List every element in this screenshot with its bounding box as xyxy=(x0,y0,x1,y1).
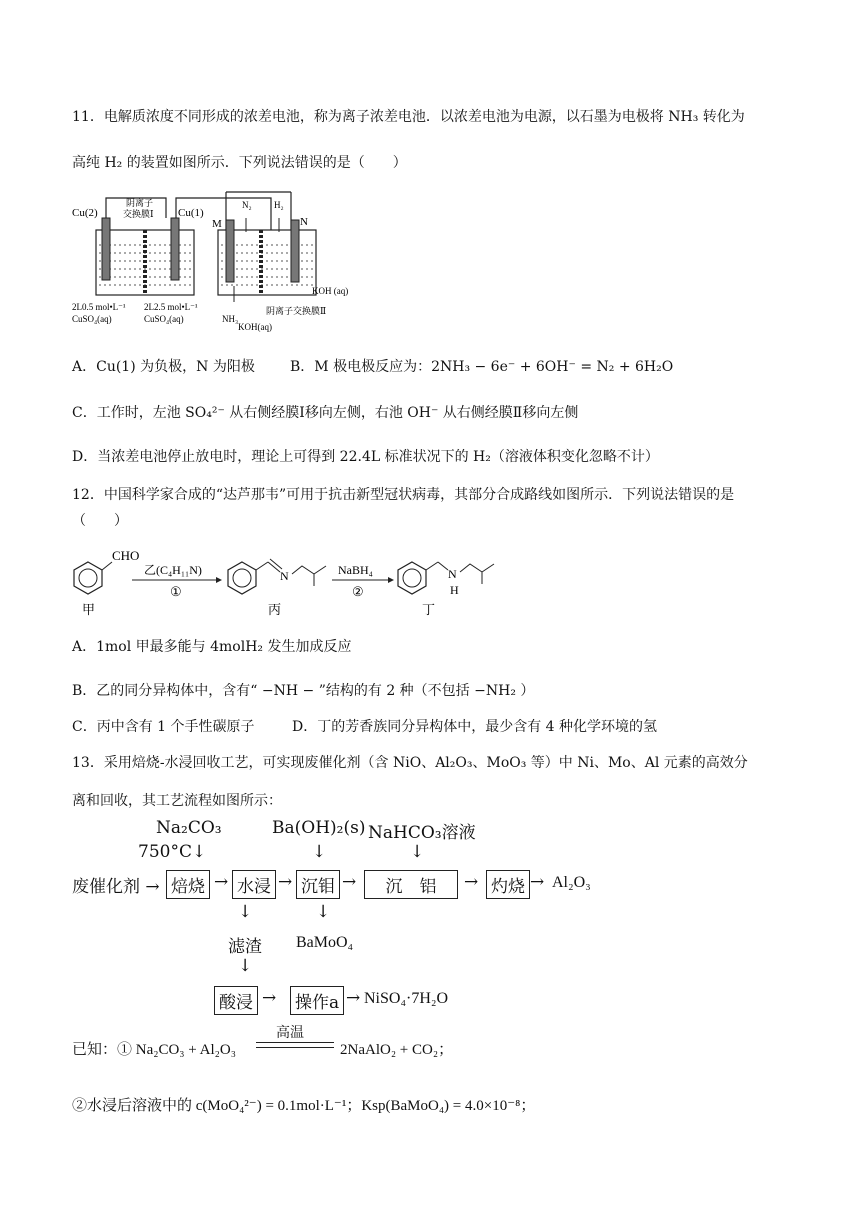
reagent2-label: NaBH₄ xyxy=(338,563,373,577)
reagent-baoh2: Ba(OH)₂(s) xyxy=(272,818,366,838)
flow-arrow: → xyxy=(530,872,545,892)
electrode-m-label: M xyxy=(212,218,222,230)
n2-label: N₂ xyxy=(242,200,252,210)
product-al2o3: Al₂O₃ xyxy=(552,874,591,891)
known-1-condition: 高温 xyxy=(276,1026,304,1041)
known-1-prefix: 已知：① Na₂CO₃ + Al₂O₃ xyxy=(72,1042,236,1058)
q11-option-c: C．工作时，左池 SO₄²⁻ 从右侧经膜Ⅰ移向左侧，右池 OH⁻ 从右侧经膜Ⅱ移向左侧 xyxy=(72,405,579,421)
q11-option-b: B．M 极电极反应为：2NH₃ − 6e⁻ + 6OH⁻ = N₂ + 6H₂O xyxy=(290,359,674,375)
cho-label: CHO xyxy=(112,548,140,563)
step-water-leach xyxy=(232,870,276,899)
right-solution-2: CuSO₄(aq) xyxy=(144,314,184,324)
h2-label: H₂ xyxy=(274,200,284,210)
calcine-box: 灼烧 xyxy=(486,870,530,899)
step-operation xyxy=(290,986,344,1015)
electrode-n-label: N xyxy=(300,216,308,228)
flow-arrow: → xyxy=(278,872,293,892)
left-solution-1: 2L0.5 mol•L⁻¹ xyxy=(72,302,126,312)
q13-stem-line2: 离和回收，其工艺流程如图所示： xyxy=(72,793,282,809)
reagent-baoh2-arrow: ↓ xyxy=(312,842,327,862)
q11-option-a: A．Cu(1) 为负极，N 为阳极 xyxy=(72,359,255,375)
start-label: 废催化剂 xyxy=(72,877,140,897)
equals-double-line xyxy=(256,1042,334,1048)
known-2: ②水浸后溶液中的 c(MoO₄²⁻) = 0.1mol·L⁻¹；Ksp(BaMoO₄) = 4.0×10⁻⁸； xyxy=(72,1098,536,1114)
electrolysis-diagram xyxy=(66,190,376,335)
cu1-label: Cu(1) xyxy=(178,207,204,219)
q12-stem-line2: （ ） xyxy=(72,513,128,529)
q11-option-d: D．当浓差电池停止放电时，理论上可得到 22.4L 标准状况下的 H₂（溶液体积变化忽略不计） xyxy=(72,449,659,465)
synthesis-scheme xyxy=(66,540,506,618)
step-roast xyxy=(166,870,210,899)
reagent-nahco3: NaHCO₃溶液 xyxy=(368,823,476,843)
q11-stem-line1: 11．电解质浓度不同形成的浓差电池，称为离子浓差电池．以浓差电池为电源，以石墨为电极将 NH₃ 转化为 xyxy=(72,109,745,125)
bamoo4-label: BaMoO₄ xyxy=(296,934,354,951)
residue-down-arrow: ↓ xyxy=(238,956,253,976)
flow-arrow: → xyxy=(214,872,229,892)
membrane1-label-1: 阴离子 xyxy=(126,198,154,208)
flow-start xyxy=(72,872,160,897)
sink-mo-box: 沉钼 xyxy=(296,870,340,899)
amine-n-label: N xyxy=(448,567,457,581)
sink-mo-down-arrow: ↓ xyxy=(316,902,331,922)
reagent-na2co3: Na₂CO₃ xyxy=(156,818,222,838)
flow-arrow: → xyxy=(145,877,160,897)
amine-h-label: H xyxy=(450,583,459,597)
product-niso4: NiSO₄·7H₂O xyxy=(364,990,449,1007)
flow-arrow: → xyxy=(342,872,357,892)
step1-label: ① xyxy=(170,584,182,599)
koh-inlet-label: KOH(aq) xyxy=(238,322,272,332)
flow-arrow: → xyxy=(464,872,479,892)
label-bing: 丙 xyxy=(268,602,282,617)
flow-arrow: → xyxy=(262,988,277,1008)
q11-stem-line2: 高纯 H₂ 的装置如图所示．下列说法错误的是（ ） xyxy=(72,155,407,171)
step2-label: ② xyxy=(352,584,364,599)
residue-label: 滤渣 xyxy=(228,937,262,957)
step-sink-al xyxy=(364,870,458,899)
q12-option-a: A．1mol 甲最多能与 4molH₂ 发生加成反应 xyxy=(72,639,352,655)
reagent1-label: 乙(C₄H₁₁N) xyxy=(144,563,202,577)
label-ding: 丁 xyxy=(422,602,436,617)
q13-stem-line1: 13．采用焙烧-水浸回收工艺，可实现废催化剂（含 NiO、Al₂O₃、MoO₃ 等）中 Ni、Mo、Al 元素的高效分 xyxy=(72,755,748,771)
step-acid-leach xyxy=(214,986,258,1015)
imine-n-label: N xyxy=(280,569,289,583)
reagent-nahco3-arrow: ↓ xyxy=(410,842,425,862)
water-leach-down-arrow: ↓ xyxy=(238,902,253,922)
known-1-suffix: 2NaAlO₂ + CO₂； xyxy=(340,1042,454,1058)
nh3-label: NH₃ xyxy=(222,314,239,324)
cu2-label: Cu(2) xyxy=(72,207,98,219)
reagent-temp: 750°C↓ xyxy=(138,842,207,862)
water-leach-box: 水浸 xyxy=(232,870,276,899)
koh-solution-label: KOH (aq) xyxy=(312,286,349,296)
flow-arrow: → xyxy=(346,988,361,1008)
step-calcine xyxy=(486,870,530,899)
sink-al-box: 沉 铝 xyxy=(364,870,458,899)
left-solution-2: CuSO₄(aq) xyxy=(72,314,112,324)
roast-box: 焙烧 xyxy=(166,870,210,899)
q12-option-c: C．丙中含有 1 个手性碳原子 xyxy=(72,719,255,735)
membrane1-label-2: 交换膜Ⅰ xyxy=(123,209,154,219)
q12-option-b: B．乙的同分异构体中，含有“ −NH − ”结构的有 2 种（不包括 −NH₂ ） xyxy=(72,683,535,699)
operation-box: 操作a xyxy=(290,986,344,1015)
q12-stem-line1: 12．中国科学家合成的“达芦那韦”可用于抗击新型冠状病毒，其部分合成路线如图所示．下列说法错误的是 xyxy=(72,487,735,503)
q12-option-d: D．丁的芳香族同分异构体中，最少含有 4 种化学环境的氢 xyxy=(292,719,658,735)
step-sink-mo xyxy=(296,870,340,899)
acid-leach-box: 酸浸 xyxy=(214,986,258,1015)
right-solution-1: 2L2.5 mol•L⁻¹ xyxy=(144,302,198,312)
membrane2-label: 阴离子交换膜Ⅱ xyxy=(266,306,327,316)
label-jia: 甲 xyxy=(82,602,96,617)
